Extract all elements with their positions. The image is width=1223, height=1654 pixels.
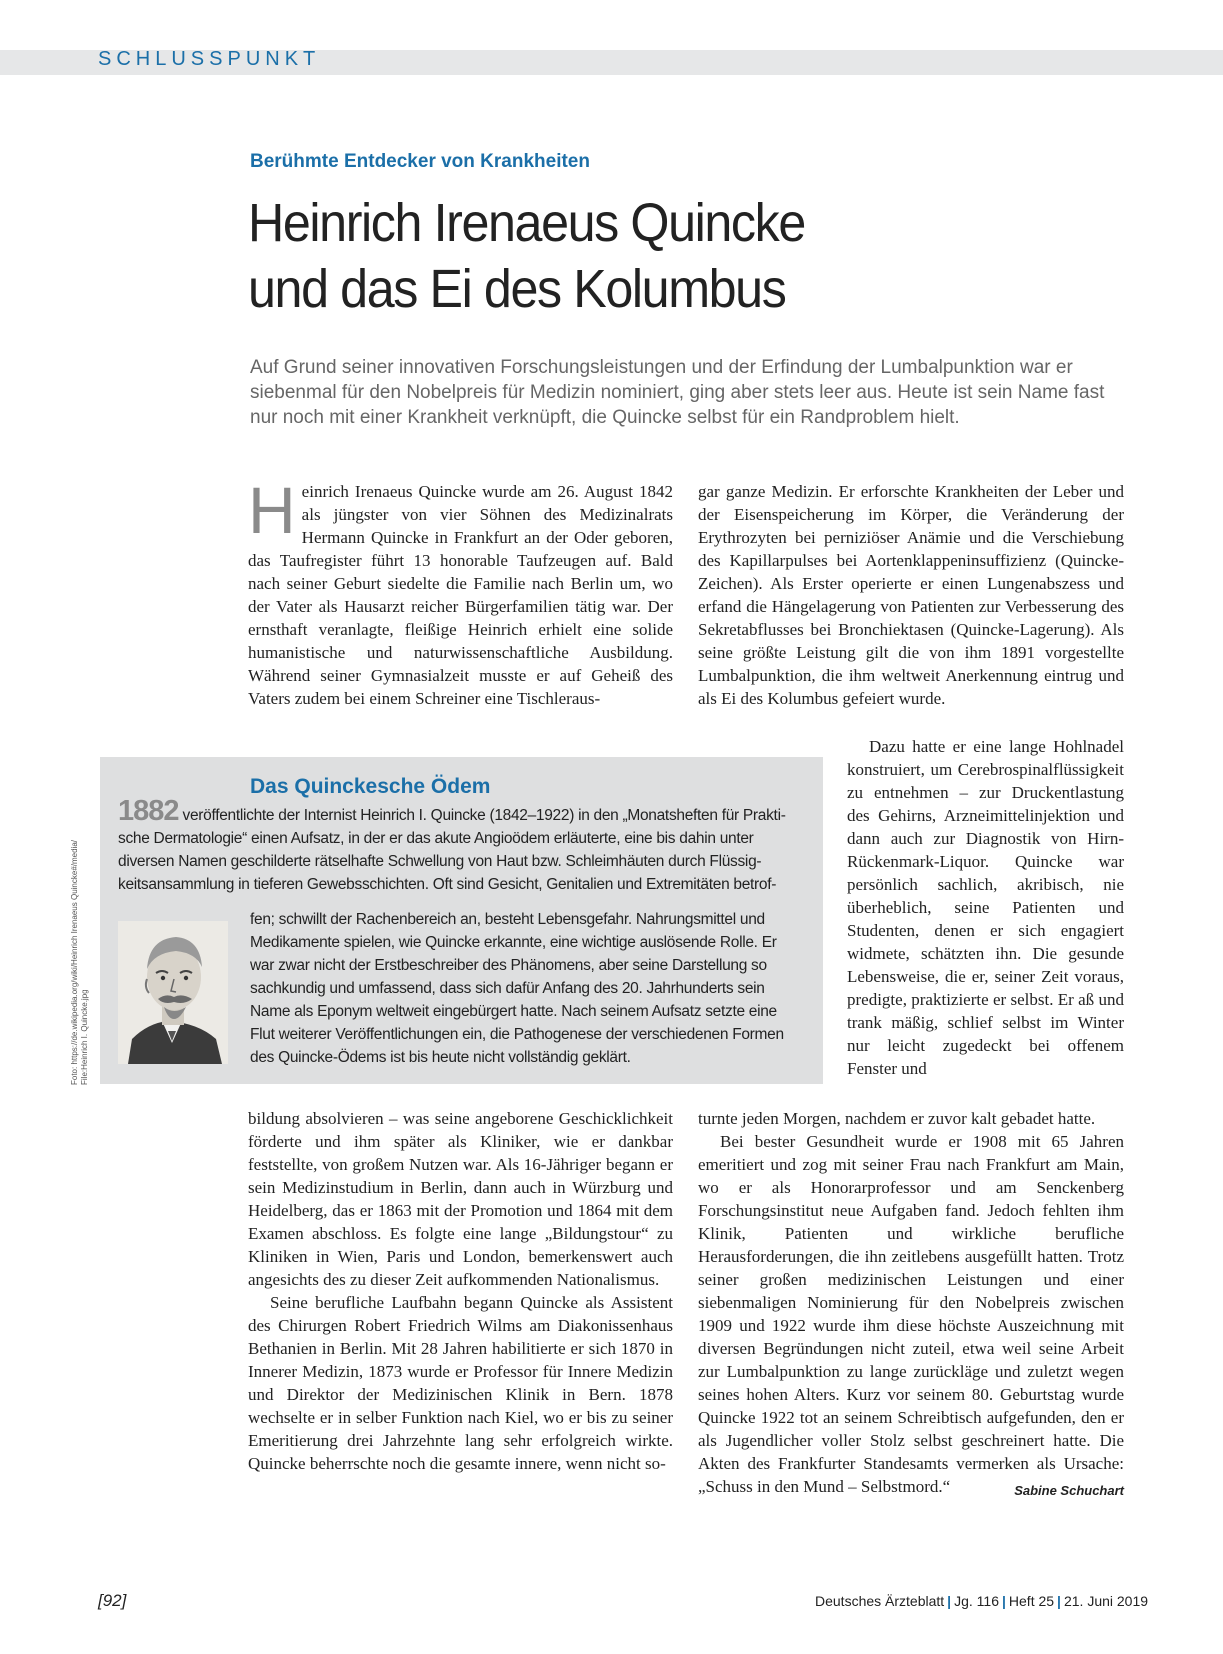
drop-cap: H: [248, 473, 296, 547]
photo-credit: [70, 835, 89, 1085]
box-line-7: war zwar nicht der Erstbeschreiber des Phänomens, aber seine Darstellung so: [250, 957, 767, 974]
portrait-image: [118, 921, 228, 1064]
footer-separator: |: [947, 1593, 952, 1609]
box-year: 1882: [118, 795, 179, 827]
column-1-bottom: [248, 1107, 673, 1475]
col1-bottom-p2: Seine berufliche Laufbahn begann Quincke als Assistent des Chirurgen Robert Friedrich Wilms am Diakonissenhaus Bethanien in Berlin. Mit 28 Jahren habilitierte er sich 1870 in Innerer Medizin, 1873 wurde er Professor für Innere Medizin und Direktor der Medizinischen Klinik in Bern. 1878 wechselte er in selber Funktion nach Kiel, wo er bis zu seiner Emeritierung drei Jahrzehnte lang sehr erfolgreich wirkte. Quincke beherrschte noch die gesamte innere, wenn nicht so-: [248, 1293, 673, 1473]
box-line-1: veröffentlichte der Internist Heinrich I. Quincke (1842–1922) in den „Monatsheften für Prakti-: [182, 807, 786, 824]
footer-date: 21. Juni 2019: [1063, 1593, 1149, 1609]
credit-line-1: Foto: https://de.wikipedia.org/wiki/Heinrich Irenaeus Quincke#/media/: [70, 839, 79, 1085]
box-line-2: sche Dermatologie“ einen Aufsatz, in der er das akute Angioödem erläuterte, eine bis dahin unter: [118, 830, 754, 847]
article-kicker: Berühmte Entdecker von Krankheiten: [250, 151, 590, 172]
box-line-3: diversen Namen geschilderte rätselhafte Schwellung von Haut bzw. Schleimhäuten durch Flüssig-: [118, 853, 762, 870]
section-label: SCHLUSSPUNKT: [98, 48, 321, 70]
author-signature: Sabine Schuchart: [1014, 1483, 1124, 1498]
footer-volume: Jg. 116: [954, 1593, 999, 1609]
credit-line-2: File:Heinrich I. Quincke.jpg: [80, 989, 89, 1085]
footer-separator: |: [1001, 1593, 1006, 1609]
footer-issue: Heft 25: [1008, 1593, 1055, 1609]
box-line-9: Name als Eponym weltweit eingebürgert hatte. Nach seinem Aufsatz setzte eine: [250, 1003, 777, 1020]
box-line-10: Flut weiterer Veröffentlichungen ein, die Pathogenese der verschiedenen Formen: [250, 1026, 784, 1043]
info-box-title: Das Quinckesche Ödem: [250, 775, 491, 798]
box-line-6: Medikamente spielen, wie Quincke erkannte, eine wichtige auslösende Rolle. Er: [250, 934, 777, 951]
title-line-1: Heinrich Irenaeus Quincke: [248, 193, 805, 253]
footer-citation: [815, 1593, 1148, 1609]
col1-bottom-p1: bildung absolvieren – was seine angeborene Geschicklichkeit förderte und ihm später als Kliniker, wie er dankbar feststellte, von großem Nutzen war. Als 16-Jähriger begann er sein Medizinstudium in Berlin, dann auch in Würzburg und Heidelberg, das er 1863 mit der Promotion und 1864 mit dem Examen abschloss. Es folgte eine lange „Bildungstour“ zu Kliniken in Wien, Paris und London, bemerkenswert auch angesichts des zu dieser Zeit aufkommenden Nationalismus.: [248, 1109, 673, 1289]
article-title: [248, 190, 1085, 322]
box-line-5: fen; schwillt der Rachenbereich an, besteht Lebensgefahr. Nahrungsmittel und: [250, 911, 765, 928]
article-lead: Auf Grund seiner innovativen Forschungsleistungen und der Erfindung der Lumbalpunktion war er siebenmal für den Nobelpreis für Medizin nominiert, ging aber stets leer aus. Heute ist sein Name fast nur noch mit einer Krankheit verknüpft, die Quincke selbst für ein Randproblem hielt.: [250, 357, 1105, 428]
col1-top-text: einrich Irenaeus Quincke wurde am 26. August 1842 als jüngster von vier Söhnen des Medizinalrats Hermann Quincke in Frankfurt an der Oder geboren, das Taufregister führt 13 honorable Taufzeugen auf. Bald nach seiner Geburt siedelte die Familie nach Berlin um, wo der Vater als Hausarzt reicher Bürgerfamilien tätig war. Der ernsthaft veranlagte, fleißige Heinrich erhielt eine solide humanistische und naturwissenschaftliche Ausbildung. Während seiner Gymnasialzeit musste er auf Geheiß des Vaters zudem bei einem Schreiner eine Tischleraus-: [248, 482, 673, 708]
box-line-11: des Quincke-Ödems ist bis heute nicht vollständig geklärt.: [250, 1049, 631, 1066]
col2-bottom-p2-text: Bei bester Gesundheit wurde er 1908 mit 65 Jahren emeritiert und zog mit seiner Frau nach Frankfurt am Main, wo er als Honorarprofessor und am Senckenberg Forschungsinstitut neue Aufgaben fand. Jedoch fehlten ihm Klinik, Patienten und wirkliche berufliche Herausforderungen, die ihn zeitlebens ausgefüllt hatten. Trotz seiner großen medizinischen Leistungen und einer siebenmaligen Nominierung für den Nobelpreis zwischen 1909 und 1922 wurde ihm diese höchste Auszeichnung mit diversen Begründungen nicht zuteil, etwa weil seine Arbeit zur Lumbalpunktion zu lange zurückläge und zuletzt wegen seines hohen Alters. Kurz vor seinem 80. Geburtstag wurde Quincke 1922 tot an seinem Schreibtisch aufgefunden, den er als Jugendlicher voller Stolz selbst geschreinert hatte. Die Akten des Frankfurter Standesamts vermerken als Ursache: „Schuss in den Mund – Selbstmord.“: [698, 1132, 1124, 1496]
column-2-bottom: [698, 1107, 1124, 1502]
title-line-2: und das Ei des Kolumbus: [248, 259, 786, 319]
box-line-8: sachkundig und umfassend, dass sich dafür Anfang des 20. Jahrhunderts sein: [250, 980, 765, 997]
footer-journal: Deutsches Ärzteblatt: [815, 1593, 945, 1609]
col2-narrow-text: Dazu hatte er eine lange Hohlnadel konstruiert, um Cerebrospinalflüssigkeit zu entnehmen – zur Druckentlastung des Gehirns, Arzneimittelinjektion und dann auch zur Diagnostik von Hirn-Rückenmark-Liquor. Quincke war persönlich sachlich, akribisch, nie überheblich, seine Patienten und Studenten, denen er sich engagiert widmete, schätzten ihn. Die gesunde Lebensweise, die er, seiner Zeit voraus, predigte, praktizierte er selbst. Er aß und trank mäßig, schlief selbst im Winter nur leicht zugedeckt bei offenem Fenster und: [847, 737, 1124, 1078]
col2-bottom-p2: [698, 1130, 1124, 1498]
box-line-4: keitsansammlung in tieferen Gewebsschichten. Oft sind Gesicht, Genitalien und Extremitäten betrof-: [118, 876, 777, 893]
info-box-text-wide: [118, 795, 818, 896]
info-box-text-narrow: [250, 908, 810, 1069]
column-1-top: [248, 473, 673, 710]
footer-separator: |: [1057, 1593, 1061, 1609]
column-2-top: [698, 480, 1124, 710]
col2-bottom-p1: turnte jeden Morgen, nachdem er zuvor kalt gebadet hatte.: [698, 1109, 1096, 1128]
column-2-narrow: [847, 735, 1124, 1080]
page-number: [92]: [98, 1591, 127, 1610]
col2-top-text: gar ganze Medizin. Er erforschte Krankheiten der Leber und der Eisenspeicherung im Körper, die Veränderung der Erythrozyten bei perniziöser Anämie und die Verschiebung des Kapillarpulses bei Aortenklappeninsuffizienz (Quincke-Zeichen). Als Erster operierte er einen Lungenabszess und erfand die Hängelagerung von Patienten zur Verbesserung des Sekretabflusses bei Bronchiektasen (Quincke-Lagerung). Als seine größte Leistung gilt die von ihm 1891 vorgestellte Lumbalpunktion, die ihm weltweit Anerkennung eintrug und als Ei des Kolumbus gefeiert wurde.: [698, 482, 1124, 708]
